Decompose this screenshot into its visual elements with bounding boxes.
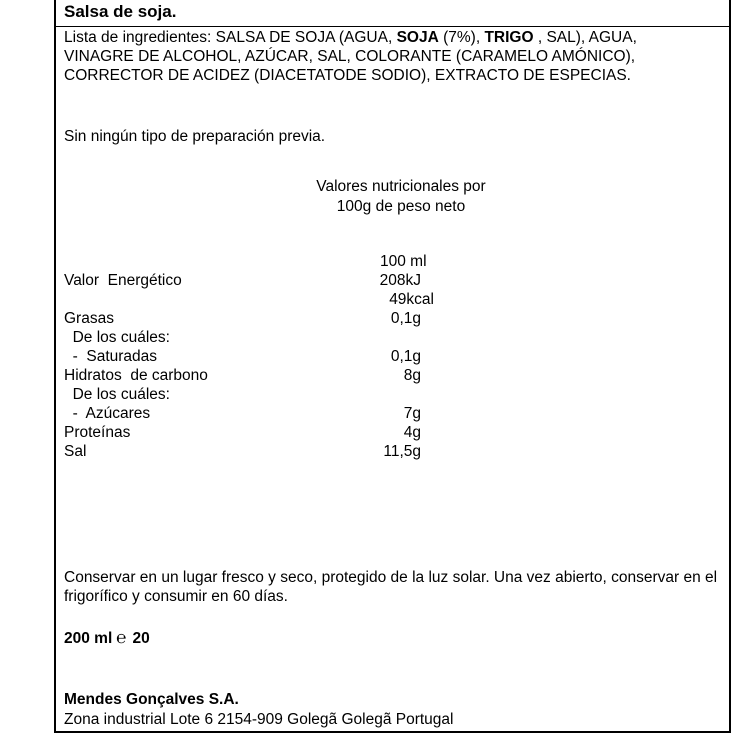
product-title: Salsa de soja. xyxy=(64,2,177,21)
estimated-sign-icon: ℮ xyxy=(116,628,127,647)
nutrition-row-value: 49kcal xyxy=(389,291,434,308)
allergen-soja: SOJA xyxy=(396,29,439,46)
quantity-amount: 200 ml xyxy=(64,630,113,647)
nutrition-row-label: - Azúcares xyxy=(64,405,151,422)
ingredients-text-1: Lista de ingredientes: SALSA DE SOJA (AGUA, xyxy=(64,29,397,46)
nutrition-row-label: Sal xyxy=(64,443,87,460)
nutrition-row-label: Grasas xyxy=(64,310,114,327)
nutrition-row-value: 11,5g xyxy=(383,443,421,460)
storage-instructions: Conservar en un lugar fresco y seco, protegido de la luz solar. Una vez abierto, conservar en el frigorífico y consumir en 60 días. xyxy=(64,569,718,605)
ingredients-text-3: , SAL), AGUA, VINAGRE DE ALCOHOL, AZÚCAR, SAL, COLORANTE (CARAMELO AMÓNICO), CORRECTOR DE ACIDEZ (DIACETATODE SODIO), EXTRACTO DE ESPECIAS. xyxy=(64,29,637,84)
nutrition-row-label: Proteínas xyxy=(64,424,131,441)
product-label xyxy=(54,0,731,733)
nutrition-heading-line1: Valores nutricionales por xyxy=(316,178,486,195)
nutrition-row-value: 0,1g xyxy=(390,310,421,327)
nutrition-row-label: Hidratos de carbono xyxy=(64,367,208,384)
nutrition-row-label: De los cuáles: xyxy=(64,386,170,403)
nutrition-row-label: De los cuáles: xyxy=(64,329,170,346)
title-divider xyxy=(56,26,729,27)
nutrition-row-label: Valor Energético xyxy=(64,272,182,289)
company-address: Zona industrial Lote 6 2154-909 Golegã Golegã Portugal xyxy=(64,711,454,728)
nutrition-row-value: 208kJ xyxy=(379,272,421,289)
ingredients-list xyxy=(64,28,664,85)
nutrition-column-header: 100 ml xyxy=(380,253,427,270)
nutrition-row-label: - Saturadas xyxy=(64,348,158,365)
ingredients-text-2: (7%), xyxy=(438,29,485,46)
nutrition-row-value: 8g xyxy=(403,367,421,384)
nutrition-row-value: 7g xyxy=(403,405,421,422)
nutrition-row-value: 4g xyxy=(403,424,421,441)
company-name: Mendes Gonçalves S.A. xyxy=(64,691,239,708)
preparation-note: Sin ningún tipo de preparación previa. xyxy=(64,128,326,145)
nutrition-row-value: 0,1g xyxy=(390,348,421,365)
nutrition-heading-line2: 100g de peso neto xyxy=(336,198,466,215)
quantity-units: 20 xyxy=(132,630,150,647)
allergen-trigo: TRIGO xyxy=(484,29,534,46)
net-quantity xyxy=(64,628,150,648)
